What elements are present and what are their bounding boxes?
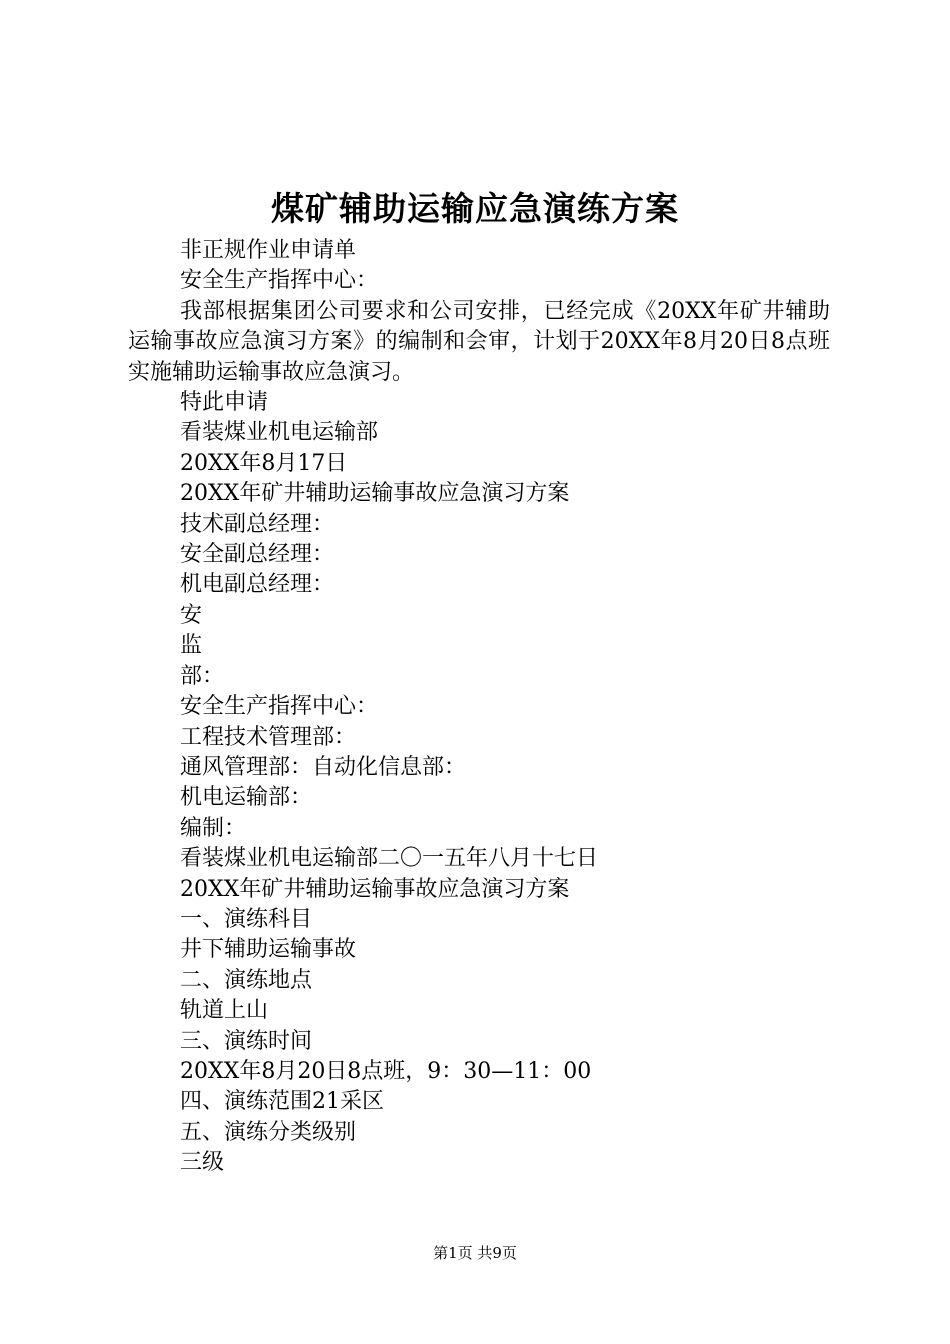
- body-line: 20XX年8月20日8点班，9：30—11：00: [180, 1058, 592, 1084]
- page-footer: 第1页 共9页: [433, 1244, 517, 1262]
- body-line: 轨道上山: [180, 998, 269, 1024]
- body-line: 看装煤业机电运输部二〇一五年八月十七日: [180, 846, 599, 872]
- body-line: 安全生产指挥中心：: [180, 694, 379, 720]
- body-line: 四、演练范围21采区: [180, 1089, 384, 1115]
- body-line: 安全生产指挥中心：: [180, 268, 379, 294]
- body-line: 看装煤业机电运输部: [180, 420, 379, 446]
- body-line: 工程技术管理部：: [180, 724, 357, 750]
- body-line: 部：: [180, 663, 225, 689]
- body-line: 安全副总经理：: [180, 542, 335, 568]
- body-line: 监: [180, 633, 203, 659]
- body-line: 技术副总经理：: [180, 511, 335, 537]
- body-line: 三、演练时间: [180, 1028, 313, 1054]
- body-paragraph: 我部根据集团公司要求和公司安排，已经完成《20XX年矿井辅助运输事故应急演习方案》的编制和会审，计划于20XX年8月20日8点班实施辅助运输事故应急演习。: [128, 298, 830, 385]
- body-line: 二、演练地点: [180, 967, 313, 993]
- body-line: 五、演练分类级别: [180, 1119, 357, 1145]
- body-line: 一、演练科目: [180, 906, 313, 932]
- body-line: 20XX年矿井辅助运输事故应急演习方案: [180, 876, 570, 902]
- body-line: 井下辅助运输事故: [180, 937, 357, 963]
- body-line: 三级: [180, 1150, 225, 1176]
- body-line: 20XX年矿井辅助运输事故应急演习方案: [180, 481, 570, 507]
- document-body: [128, 236, 830, 1179]
- document-title: 煤矿辅助运输应急演练方案: [271, 189, 679, 228]
- body-line: 机电运输部：: [180, 785, 313, 811]
- body-line: 编制：: [180, 815, 247, 841]
- body-line: 20XX年8月17日: [180, 450, 348, 476]
- body-line: 机电副总经理：: [180, 572, 335, 598]
- body-line: 通风管理部：自动化信息部：: [180, 754, 467, 780]
- body-line: 特此申请: [180, 390, 269, 416]
- body-line: 非正规作业申请单: [180, 238, 357, 263]
- body-line: 安: [180, 602, 203, 628]
